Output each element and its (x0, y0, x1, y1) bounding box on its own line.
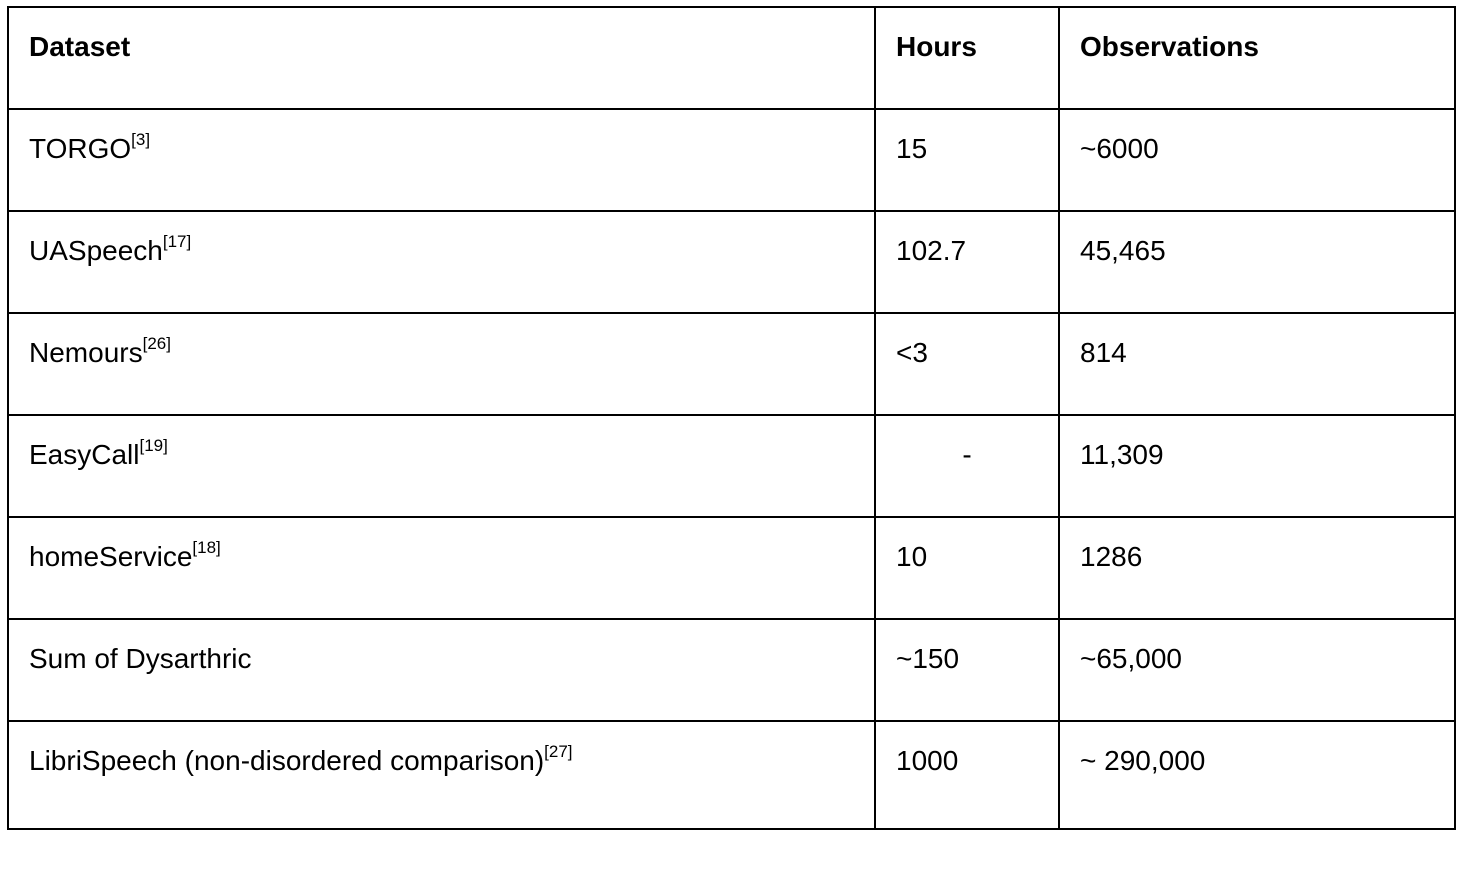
citation-ref: [26] (142, 333, 171, 353)
datasets-table (7, 6, 1456, 830)
header-dataset: Dataset (8, 7, 875, 109)
dataset-name: TORGO (29, 133, 132, 164)
table-row (8, 721, 1455, 829)
table-row (8, 211, 1455, 313)
table-row (8, 109, 1455, 211)
table-row (8, 415, 1455, 517)
citation-ref: [3] (131, 129, 151, 149)
observations-cell: 11,309 (1059, 415, 1455, 517)
header-observations: Observations (1059, 7, 1455, 109)
table-header-row (8, 7, 1455, 109)
observations-cell: ~ 290,000 (1059, 721, 1455, 829)
dataset-name: Nemours (29, 337, 143, 368)
citation-ref: [18] (192, 537, 221, 557)
dataset-name: LibriSpeech (non-disordered comparison) (29, 745, 545, 776)
table-row (8, 619, 1455, 721)
observations-cell: ~65,000 (1059, 619, 1455, 721)
dataset-cell (8, 619, 875, 721)
table-row (8, 517, 1455, 619)
hours-cell: <3 (875, 313, 1059, 415)
dataset-cell (8, 211, 875, 313)
observations-cell: 814 (1059, 313, 1455, 415)
hours-cell: - (875, 415, 1059, 517)
observations-cell: ~6000 (1059, 109, 1455, 211)
dataset-name: UASpeech (29, 235, 163, 266)
hours-cell: 10 (875, 517, 1059, 619)
dataset-name: homeService (29, 541, 193, 572)
dataset-cell (8, 721, 875, 829)
observations-cell: 45,465 (1059, 211, 1455, 313)
citation-ref: [19] (139, 435, 168, 455)
table-row (8, 313, 1455, 415)
hours-cell: 102.7 (875, 211, 1059, 313)
hours-cell: 1000 (875, 721, 1059, 829)
citation-ref: [27] (544, 741, 573, 761)
hours-cell: 15 (875, 109, 1059, 211)
header-hours: Hours (875, 7, 1059, 109)
dataset-cell (8, 415, 875, 517)
citation-ref: [17] (162, 231, 192, 251)
dataset-name: EasyCall (29, 439, 140, 470)
observations-cell: 1286 (1059, 517, 1455, 619)
dataset-cell (8, 517, 875, 619)
dataset-name: Sum of Dysarthric (29, 643, 252, 674)
dataset-cell (8, 109, 875, 211)
hours-cell: ~150 (875, 619, 1059, 721)
dataset-cell (8, 313, 875, 415)
